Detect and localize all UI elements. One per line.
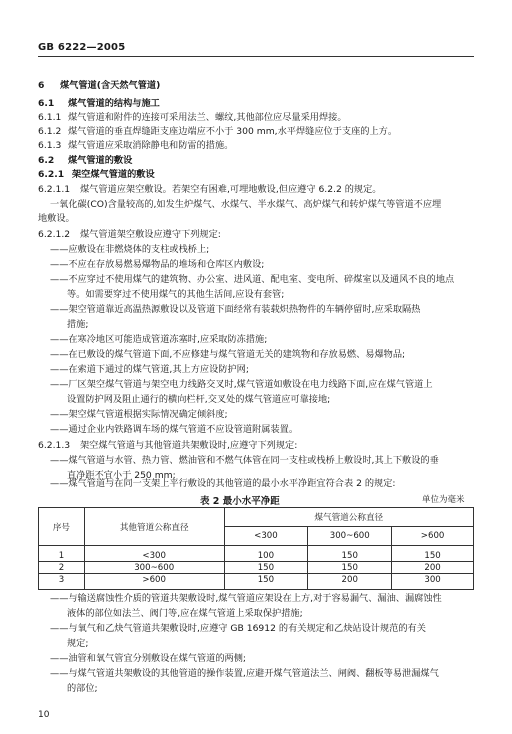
table-cell: 100 <box>224 546 308 562</box>
list-item: ——与氧气和乙炔气管道共架敷设时,应遵守 GB 16912 的有关规定和乙炔站设计规范的有关 <box>50 623 426 634</box>
list-item-cont: 规定; <box>67 638 89 649</box>
table-unit: 单位为毫米 <box>422 495 465 505</box>
table-cell: 150 <box>224 562 308 574</box>
table-cell: 200 <box>392 562 474 574</box>
col-header-gas-mid: 300~600 <box>308 527 392 546</box>
clause-6-2-1-2: 6.2.1.2 煤气管道架空敷设应遵守下列规定: <box>38 229 221 240</box>
clause-6-1-3: 6.1.3 煤气管道应采取消除静电和防雷的措施。 <box>38 140 234 151</box>
table-cell: <300 <box>84 546 224 562</box>
table-row <box>39 562 474 574</box>
section-6-heading: 6 煤气管道(含天然气管道) <box>38 80 161 91</box>
list-item-cont: 措施; <box>67 319 89 330</box>
table-row <box>39 574 474 590</box>
header-rule <box>38 56 474 57</box>
col-header-other-pipe: 其他管道公称直径 <box>84 508 224 546</box>
table-cell: 200 <box>308 574 392 590</box>
list-item-cont: 等。如需要穿过不使用煤气的其他生活间,应设有套管; <box>67 289 285 300</box>
table-cell: 2 <box>39 562 85 574</box>
list-item: ——架空管道靠近高温热源敷设以及管道下面经常有装载炽热物件的车辆停留时,应采取隔热 <box>50 304 421 315</box>
table-cell: 150 <box>224 574 308 590</box>
list-item: ——应敷设在非燃烧体的支柱或栈桥上; <box>50 244 210 255</box>
table-cell: 3 <box>39 574 85 590</box>
col-header-gas-small: <300 <box>224 527 308 546</box>
list-item: ——煤气管道与在同一支架上平行敷设的其他管道的最小水平净距宜符合表 2 的规定: <box>50 478 396 489</box>
list-item: ——不应穿过不使用煤气的建筑物、办公室、进风道、配电室、变电所、碎煤室以及通风不良的地点 <box>50 274 455 285</box>
table-row <box>39 546 474 562</box>
col-header-gas-pipe: 煤气管道公称直径 <box>224 508 473 527</box>
section-6-2-heading: 6.2 煤气管道的敷设 <box>38 155 133 166</box>
list-item: ——架空煤气管道根据实际情况确定倾斜度; <box>50 409 228 420</box>
list-item-cont: 的部位; <box>67 683 98 694</box>
table-title: 表 2 最小水平净距 <box>200 496 280 507</box>
clearance-table <box>38 507 474 590</box>
table-cell: 150 <box>308 546 392 562</box>
list-item: ——不应在存放易燃易爆物品的堆场和仓库区内敷设; <box>50 259 265 270</box>
section-6-2-1-heading: 6.2.1 架空煤气管道的敷设 <box>38 169 155 180</box>
list-item-cont: 设置防护网及阻止通行的横向栏杆,交叉处的煤气管道应可靠接地; <box>67 394 331 405</box>
clause-6-2-1-3: 6.2.1.3 架空煤气管道与其他管道共架敷设时,应遵守下列规定: <box>38 440 298 451</box>
clause-6-1-2: 6.1.2 煤气管道的垂直焊缝距支座边端应不小于 300 mm,水平焊缝应位于支座的上方。 <box>38 126 398 137</box>
table-cell: 300~600 <box>84 562 224 574</box>
clause-6-1-1: 6.1.1 煤气管道和附件的连接可采用法兰、螺纹,其他部位应尽量采用焊接。 <box>38 112 347 123</box>
list-item-cont: 液体的部位如法兰、阀门等,应在煤气管道上采取保护措施; <box>67 608 303 619</box>
list-item-cont: 直净距不宜小于 250 mm; <box>67 470 176 481</box>
list-item: ——与煤气管道共架敷设的其他管道的操作装置,应避开煤气管道法兰、闸阀、翻板等易泄漏煤气 <box>50 668 439 679</box>
list-item: ——厂区架空煤气管道与架空电力线路交叉时,煤气管道如敷设在电力线路下面,应在煤气管道上 <box>50 379 433 390</box>
list-item: ——在寒冷地区可能造成管道冻塞时,应采取防冻措施; <box>50 334 268 345</box>
col-header-gas-large: >600 <box>392 527 474 546</box>
page-number: 10 <box>38 710 50 720</box>
table-cell: 1 <box>39 546 85 562</box>
list-item: ——在索道下通过的煤气管道,其上方应设防护网; <box>50 364 249 375</box>
list-item: ——在已敷设的煤气管道下面,不应修建与煤气管道无关的建筑物和存放易燃、易爆物品; <box>50 349 406 360</box>
table-cell: 150 <box>308 562 392 574</box>
col-header-seq: 序号 <box>39 508 85 546</box>
list-item: ——油管和氧气管宜分别敷设在煤气管道的两侧; <box>50 653 247 664</box>
standard-code: GB 6222—2005 <box>38 42 126 53</box>
section-6-1-heading: 6.1 煤气管道的结构与施工 <box>38 98 160 109</box>
list-item: ——通过企业内铁路调车场的煤气管道不应设管道附属装置。 <box>50 424 299 435</box>
table-cell: >600 <box>84 574 224 590</box>
list-item: ——与输送腐蚀性介质的管道共架敷设时,煤气管道应架设在上方,对于容易漏气、漏油、漏腐蚀性 <box>50 593 442 604</box>
clause-6-2-1-1: 6.2.1.1 煤气管道应架空敷设。若架空有困难,可埋地敷设,但应遵守 6.2.2 的规定。 <box>38 184 382 195</box>
table-cell: 300 <box>392 574 474 590</box>
clause-6-2-1-1-line2: 一氧化碳(CO)含量较高的,如发生炉煤气、水煤气、半水煤气、高炉煤气和转炉煤气等管道不应埋 <box>50 199 442 210</box>
list-item: ——煤气管道与水管、热力管、燃油管和不燃气体管在同一支柱或栈桥上敷设时,其上下敷设的垂 <box>50 455 439 466</box>
table-cell: 150 <box>392 546 474 562</box>
clause-6-2-1-1-line3: 地敷设。 <box>38 213 75 224</box>
